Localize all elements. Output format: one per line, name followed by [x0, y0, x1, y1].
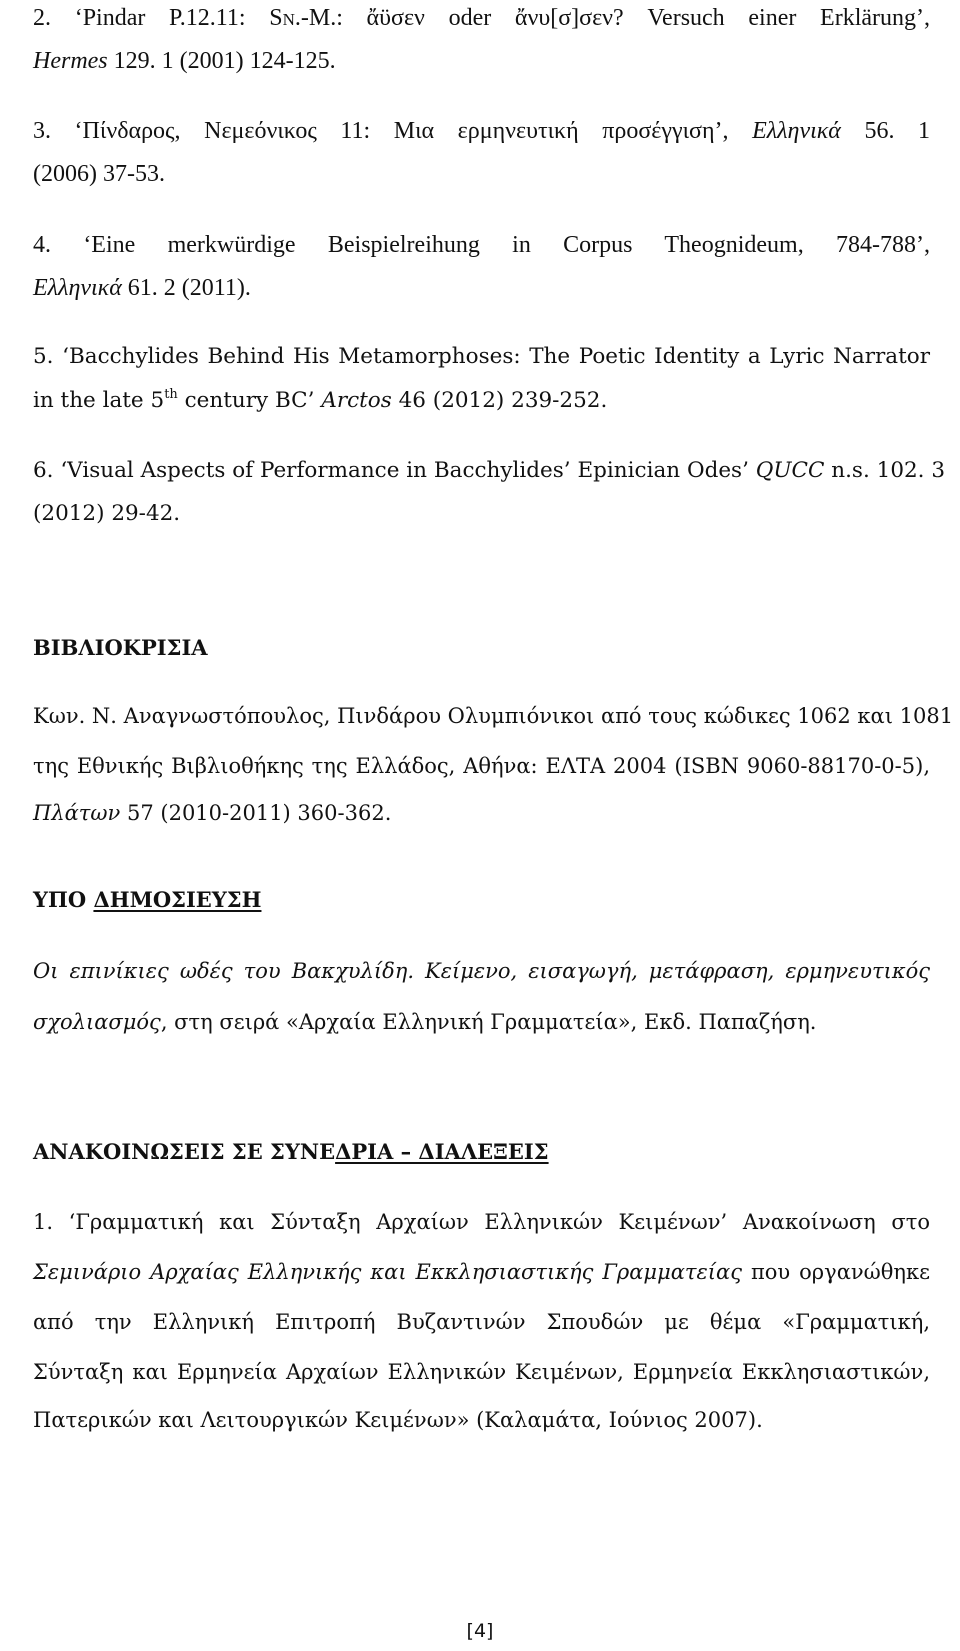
publication-entry-5-line-1: 5. ‘Bacchylides Behind His Metamorphoses: The Poetic Identity a Lyric Narrator: [33, 344, 930, 369]
publication-entry-3-line-2: (2006) 37-53.: [33, 161, 165, 187]
journal-title: Arctos: [321, 388, 392, 413]
talk-line-4: Σύνταξη και Ερμηνεία Αρχαίων Ελληνικών Κειμένων, Ερμηνεία Εκκλησιαστικών,: [33, 1360, 930, 1384]
publication-entry-6-line-2: (2012) 29-42.: [33, 501, 181, 526]
review-line-1: Κων. Ν. Αναγνωστόπουλος, Πινδάρου Ολυμπιόνικοι από τους κώδικες 1062 και 1081: [33, 704, 954, 728]
forthcoming-line-1: Οι επινίκιες ωδές του Βακχυλίδη. Κείμενο, εισαγωγή, μετάφραση, ερμηνευτικός: [33, 959, 930, 983]
forthcoming-line-2: σχολιασμός, στη σειρά «Αρχαία Ελληνική Γραμματεία», Εκδ. Παπαζήση.: [33, 1010, 817, 1034]
publication-entry-2-line-1: 2. ‘Pindar P.12.11: SN.-M.: ἄϋσεν oder ἄνυ[σ]σεν? Versuch einer Erklärung’,: [33, 5, 931, 31]
journal-title: QUCC: [755, 458, 825, 483]
section-heading-reviews: ΒΙΒΛΙΟΚΡΙΣΙΑ: [33, 635, 208, 660]
talk-line-2: Σεμινάριο Αρχαίας Ελληνικής και Εκκλησιαστικής Γραμματείας που οργανώθηκε: [33, 1260, 931, 1284]
talk-line-5: Πατερικών και Λειτουργικών Κειμένων» (Καλαμάτα, Ιούνιος 2007).: [33, 1408, 763, 1432]
publication-entry-2-line-2: Hermes 129. 1 (2001) 124-125.: [33, 48, 336, 74]
section-heading-forthcoming: ΥΠΟ ΔΗΜΟΣΙΕΥΣΗ: [33, 887, 262, 912]
review-line-3: Πλάτων 57 (2010-2011) 360-362.: [33, 801, 392, 825]
page-number: [4]: [466, 1620, 494, 1642]
publication-entry-4-line-2: Ελληνικά 61. 2 (2011).: [33, 275, 251, 301]
publication-entry-5-line-2: in the late 5th century BC’ Arctos 46 (2012) 239-252.: [33, 387, 608, 413]
talk-line-3: από την Ελληνική Επιτροπή Βυζαντινών Σπουδών με θέμα «Γραμματική,: [33, 1310, 930, 1334]
journal-title: Hermes: [33, 48, 108, 74]
journal-title: Πλάτων: [33, 801, 121, 825]
review-line-2: της Εθνικής Βιβλιοθήκης της Ελλάδος, Αθήνα: ΕΛΤΑ 2004 (ISBN 9060-88170-0-5),: [33, 754, 930, 778]
journal-title: Ελληνικά: [752, 118, 841, 144]
publication-entry-4-line-1: 4. ‘Eine merkwürdige Beispielreihung in Corpus Theognideum, 784-788’,: [33, 232, 930, 258]
talk-line-1: 1. ‘Γραμματική και Σύνταξη Αρχαίων Ελληνικών Κειμένων’ Ανακοίνωση στο: [33, 1210, 930, 1234]
journal-title: Ελληνικά: [33, 275, 122, 301]
publication-entry-6-line-1: 6. ‘Visual Aspects of Performance in Bacchylides’ Epinician Odes’ QUCC n.s. 102. 3: [33, 458, 946, 483]
section-heading-talks: ΑΝΑΚΟΙΝΩΣΕΙΣ ΣΕ ΣΥΝΕΔΡΙΑ – ΔΙΑΛΕΞΕΙΣ: [33, 1139, 549, 1164]
publication-entry-3-line-1: 3. ‘Πίνδαρος, Νεμεόνικος 11: Μια ερμηνευτική προσέγγιση’, Ελληνικά 56. 1: [33, 118, 931, 144]
